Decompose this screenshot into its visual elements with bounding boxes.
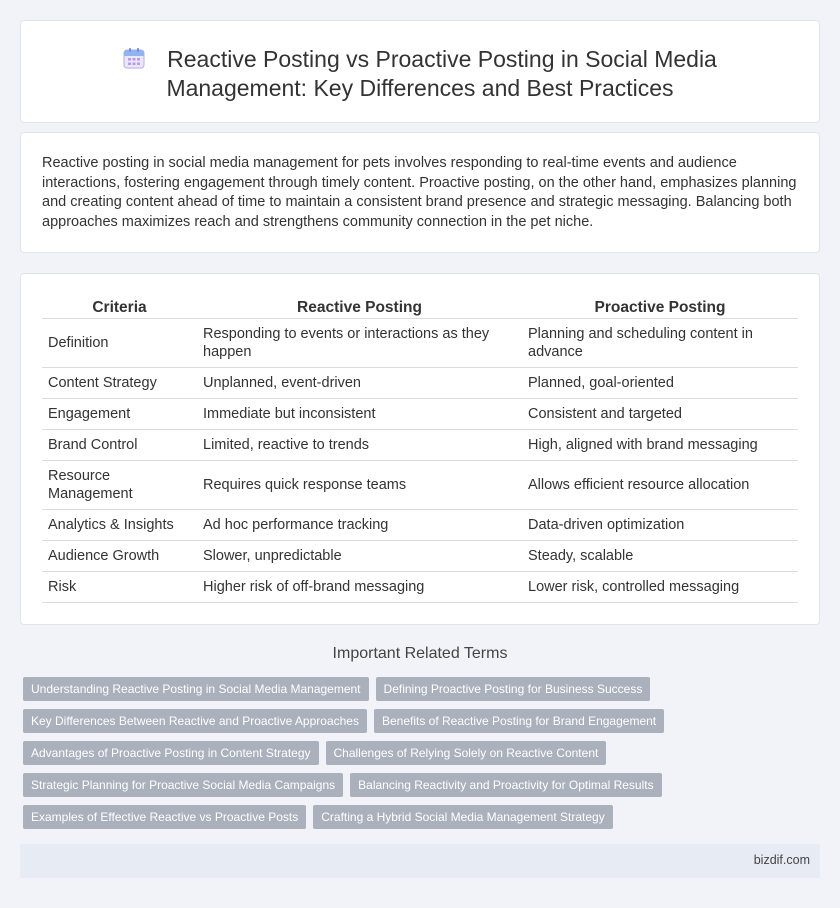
related-term-tag[interactable]: Understanding Reactive Posting in Social Media Management	[23, 677, 369, 701]
related-terms-list	[23, 677, 803, 837]
intro-paragraph: Reactive posting in social media management for pets involves responding to real-time events and audience interactions, fostering engagement through timely content. Proactive posting, on the other hand, emphasizes planning and creating content ahead of time to maintain a consistent brand presence and strategic messaging. Balancing both approaches maximizes reach and strengthens community connection in the pet niche.	[42, 155, 797, 230]
footer-site-link[interactable]: bizdif.com	[753, 853, 810, 867]
cell-reactive: Ad hoc performance tracking	[197, 509, 522, 540]
page-title-wrap	[21, 45, 819, 103]
table-row	[42, 429, 798, 460]
table-row	[42, 318, 798, 367]
cell-criteria: Analytics & Insights	[42, 509, 197, 540]
tag-row	[23, 741, 803, 765]
cell-reactive: Limited, reactive to trends	[197, 429, 522, 460]
comparison-card	[20, 273, 820, 625]
related-term-tag[interactable]: Crafting a Hybrid Social Media Management Strategy	[313, 805, 612, 829]
cell-criteria: Content Strategy	[42, 367, 197, 398]
table-row	[42, 571, 798, 602]
cell-criteria: Brand Control	[42, 429, 197, 460]
cell-reactive: Requires quick response teams	[197, 460, 522, 509]
cell-criteria: Engagement	[42, 398, 197, 429]
cell-criteria: Audience Growth	[42, 540, 197, 571]
tag-row	[23, 805, 803, 829]
cell-proactive: Steady, scalable	[522, 540, 798, 571]
cell-proactive: Allows efficient resource allocation	[522, 460, 798, 509]
table-row	[42, 398, 798, 429]
cell-proactive: Planning and scheduling content in advance	[522, 318, 798, 367]
footer	[20, 844, 820, 878]
cell-reactive: Slower, unpredictable	[197, 540, 522, 571]
cell-proactive: High, aligned with brand messaging	[522, 429, 798, 460]
related-terms-heading: Important Related Terms	[332, 645, 508, 662]
cell-proactive: Lower risk, controlled messaging	[522, 571, 798, 602]
cell-proactive: Data-driven optimization	[522, 509, 798, 540]
tag-row	[23, 773, 803, 797]
calendar-icon	[123, 47, 145, 69]
cell-reactive: Immediate but inconsistent	[197, 398, 522, 429]
cell-criteria: Resource Management	[42, 460, 197, 509]
header-reactive: Reactive Posting	[197, 296, 522, 318]
cell-reactive: Higher risk of off-brand messaging	[197, 571, 522, 602]
table-row	[42, 367, 798, 398]
table-row	[42, 540, 798, 571]
page-title: Reactive Posting vs Proactive Posting in Social Media Management: Key Differences and Best Practices	[166, 46, 717, 101]
cell-criteria: Definition	[42, 318, 197, 367]
intro-card	[20, 132, 820, 253]
related-term-tag[interactable]: Advantages of Proactive Posting in Content Strategy	[23, 741, 319, 765]
related-term-tag[interactable]: Balancing Reactivity and Proactivity for Optimal Results	[350, 773, 661, 797]
tag-row	[23, 709, 803, 733]
tag-row	[23, 677, 803, 701]
cell-reactive: Unplanned, event-driven	[197, 367, 522, 398]
header-criteria: Criteria	[42, 296, 197, 318]
title-card	[20, 20, 820, 123]
table-row	[42, 460, 798, 509]
related-term-tag[interactable]: Defining Proactive Posting for Business Success	[376, 677, 651, 701]
related-term-tag[interactable]: Benefits of Reactive Posting for Brand Engagement	[374, 709, 664, 733]
header-proactive: Proactive Posting	[522, 296, 798, 318]
related-term-tag[interactable]: Key Differences Between Reactive and Proactive Approaches	[23, 709, 367, 733]
cell-proactive: Planned, goal-oriented	[522, 367, 798, 398]
cell-proactive: Consistent and targeted	[522, 398, 798, 429]
comparison-table	[42, 296, 798, 603]
related-term-tag[interactable]: Examples of Effective Reactive vs Proactive Posts	[23, 805, 306, 829]
cell-criteria: Risk	[42, 571, 197, 602]
table-header-row	[42, 296, 798, 318]
related-term-tag[interactable]: Challenges of Relying Solely on Reactive Content	[326, 741, 607, 765]
table-row	[42, 509, 798, 540]
cell-reactive: Responding to events or interactions as they happen	[197, 318, 522, 367]
related-term-tag[interactable]: Strategic Planning for Proactive Social Media Campaigns	[23, 773, 343, 797]
